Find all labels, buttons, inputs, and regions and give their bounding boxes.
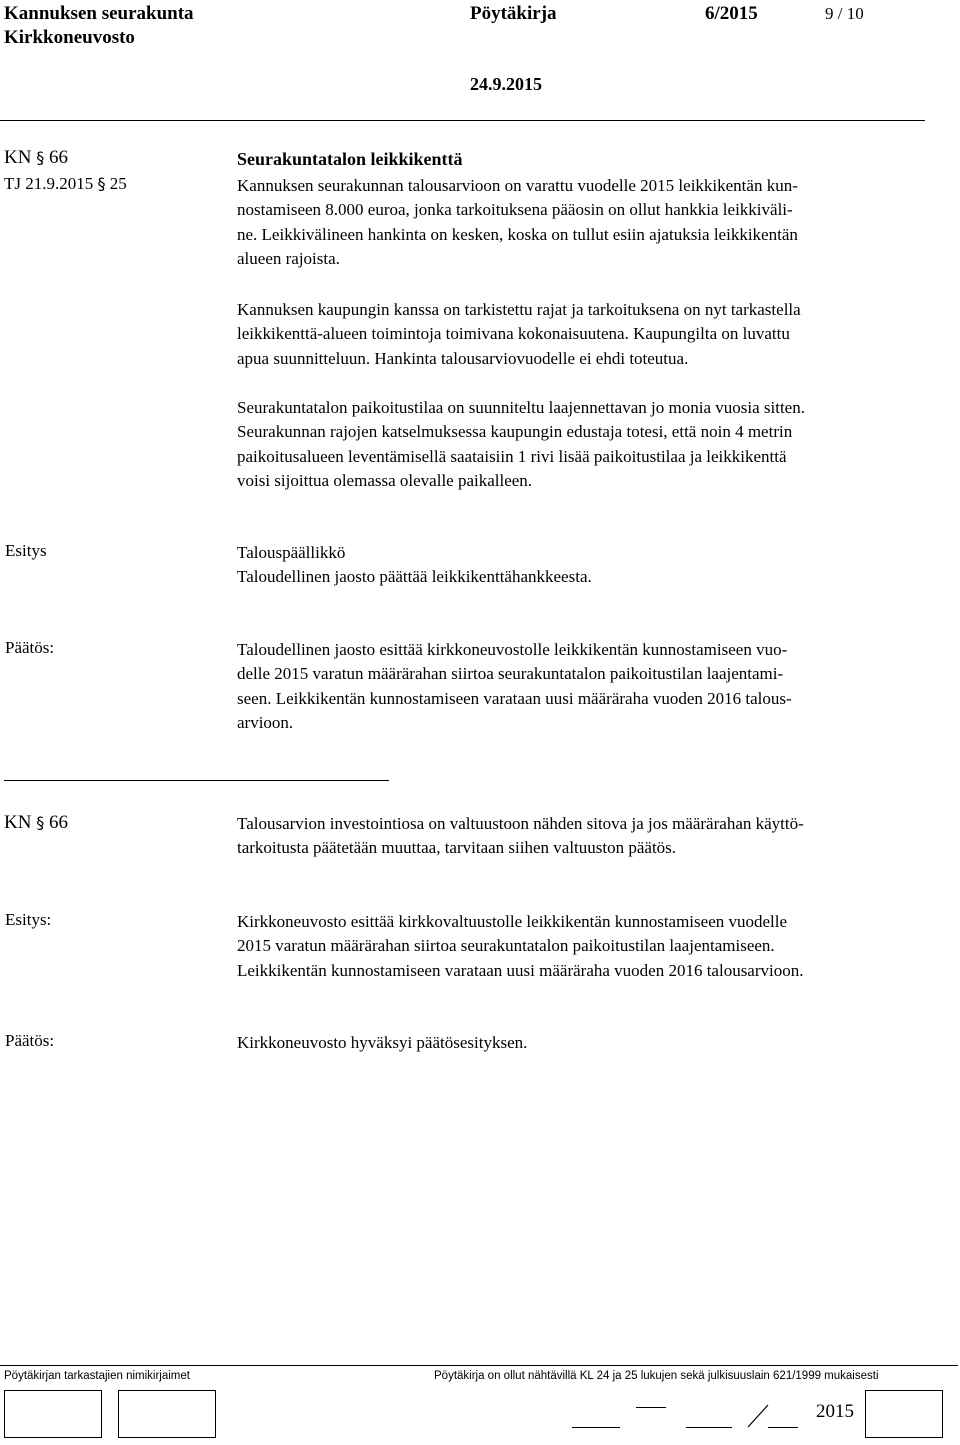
doc-type: Pöytäkirja bbox=[470, 3, 557, 24]
esitys-text bbox=[237, 541, 953, 590]
text-line: delle 2015 varatun määrärahan siirtoa seurakuntatalon paikoitustilan laajentami- bbox=[237, 664, 784, 684]
text-line: paikoitusalueen leventämisellä saataisiin 1 rivi lisää paikoitustilaa ja leikkikenttä bbox=[237, 446, 787, 466]
paragraph-3 bbox=[237, 396, 953, 493]
text-line: 2015 varatun määrärahan siirtoa seurakuntatalon paikoitustilan laajentamiseen. bbox=[237, 936, 775, 956]
section-ref-kn bbox=[4, 147, 68, 169]
text-line: Kirkkoneuvosto esittää kirkkovaltuustolle leikkikentän kunnostamiseen vuodelle bbox=[237, 912, 788, 931]
date-line-initials[interactable] bbox=[768, 1427, 798, 1428]
esitys-label: Esitys bbox=[5, 541, 47, 560]
text-line: Seurakunnan rajojen katselmuksessa kaupungin edustaja totesi, että noin 4 metrin bbox=[237, 422, 793, 442]
tj-number: 25 bbox=[109, 174, 127, 193]
text-line: nostamiseen 8.000 euroa, jonka tarkoituksena pääosin on ollut hankkia leikkiväli- bbox=[237, 200, 793, 220]
text-line: Leikkikentän kunnostamiseen varataan uusi määräraha vuoden 2016 talousarvioon. bbox=[237, 960, 804, 980]
date-line-month[interactable] bbox=[686, 1427, 732, 1428]
org-name: Kannuksen seurakunta bbox=[4, 3, 194, 24]
initials-box-1[interactable] bbox=[4, 1390, 102, 1438]
footer-left-label: Pöytäkirjan tarkastajien nimikirjaimet bbox=[4, 1370, 190, 1382]
section-sign: § bbox=[36, 148, 45, 167]
text-line: voisi sijoittua olemassa olevalle paikalleen. bbox=[237, 470, 533, 490]
text-line: Talouspäällikkö bbox=[237, 543, 346, 562]
text-line: leikkikenttä-alueen toimintoja toimivana kokonaisuutena. Kaupungilta on luvattu bbox=[237, 324, 790, 344]
meeting-date: 24.9.2015 bbox=[470, 74, 542, 94]
text-line: Talousarvion investointiosa on valtuustoon nähden sitova ja jos määrärahan käyttö- bbox=[237, 814, 804, 833]
section-sign: § bbox=[97, 174, 106, 193]
date-line-day[interactable] bbox=[572, 1427, 620, 1428]
slash-mark bbox=[746, 1403, 770, 1429]
paragraph-2 bbox=[237, 298, 953, 371]
stamp-box[interactable] bbox=[865, 1390, 943, 1438]
text-line: alueen rajoista. bbox=[237, 248, 340, 268]
tj-label: TJ 21.9.2015 bbox=[4, 174, 94, 193]
paatos-label-2: Päätös: bbox=[5, 1031, 55, 1050]
paatos-text bbox=[237, 638, 953, 735]
text-line: ne. Leikkivälineen hankinta on kesken, koska on tullut esiin ajatuksia leikkikentän bbox=[237, 224, 798, 244]
item-title: Seurakuntatalon leikkikenttä bbox=[237, 149, 463, 169]
page-number: 9 / 10 bbox=[825, 4, 864, 23]
text-line: Kannuksen kaupungin kanssa on tarkistettu rajat ja tarkoituksena on nyt tarkastella bbox=[237, 300, 801, 319]
kn-number: 66 bbox=[48, 812, 68, 833]
kn-number: 66 bbox=[48, 147, 68, 168]
text-line: apua suunnitteluun. Hankinta talousarviovuodelle ei ehdi toteutua. bbox=[237, 348, 689, 368]
section-ref-tj bbox=[4, 174, 127, 194]
separator-rule bbox=[4, 780, 389, 781]
text-line: tarkoitusta päätetään muuttaa, tarvitaan siihen valtuuston päätös. bbox=[237, 838, 677, 858]
date-line-mark bbox=[636, 1407, 666, 1408]
text-line: Seurakuntatalon paikoitustilaa on suunniteltu laajennettavan jo monia vuosia sitten. bbox=[237, 398, 805, 417]
text-line: seen. Leikkikentän kunnostamiseen varataan uusi määräraha vuoden 2016 talous- bbox=[237, 688, 792, 708]
text-line: arvioon. bbox=[237, 712, 294, 732]
initials-box-2[interactable] bbox=[118, 1390, 216, 1438]
section-sign: § bbox=[36, 813, 45, 832]
paatos-label: Päätös: bbox=[5, 638, 55, 657]
kn-label: KN bbox=[4, 147, 32, 168]
body-name: Kirkkoneuvosto bbox=[4, 27, 135, 48]
footer-year: 2015 bbox=[816, 1401, 854, 1422]
header-rule bbox=[0, 120, 925, 121]
paragraph-1 bbox=[237, 174, 953, 271]
footer-rule bbox=[0, 1365, 958, 1366]
section-ref-kn-2 bbox=[4, 812, 68, 834]
doc-number: 6/2015 bbox=[705, 3, 758, 24]
kn-label: KN bbox=[4, 812, 32, 833]
footer-right-label: Pöytäkirja on ollut nähtävillä KL 24 ja 25 lukujen sekä julkisuuslain 621/1999 mukaisesti bbox=[434, 1370, 879, 1382]
paatos-text-2 bbox=[237, 1031, 953, 1055]
esitys-label-2: Esitys: bbox=[5, 910, 52, 929]
text-line: Taloudellinen jaosto päättää leikkikenttähankkeesta. bbox=[237, 567, 592, 587]
text-line: Taloudellinen jaosto esittää kirkkoneuvostolle leikkikentän kunnostamiseen vuo- bbox=[237, 640, 788, 659]
esitys-text-2 bbox=[237, 910, 953, 983]
text-line: Kannuksen seurakunnan talousarvioon on varattu vuodelle 2015 leikkikentän kun- bbox=[237, 176, 798, 195]
text-line: Kirkkoneuvosto hyväksyi päätösesityksen. bbox=[237, 1033, 528, 1052]
intro-text bbox=[237, 812, 953, 861]
